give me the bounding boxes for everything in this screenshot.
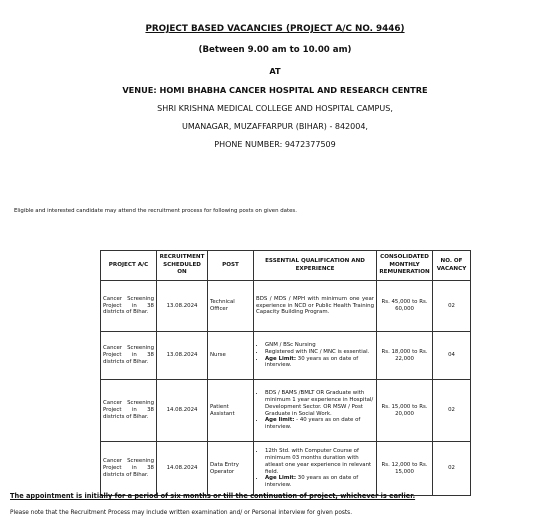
cell-vacancy: 02 [433, 380, 471, 442]
cell-remuneration: Rs. 15,000 to Rs. 20,000 [377, 380, 433, 442]
cell-remuneration: Rs. 12,000 to Rs. 15,000 [377, 442, 433, 496]
cell-date: 14.08.2024 [157, 380, 208, 442]
vacancy-table [100, 250, 471, 496]
cell-post: Patient Assistant [208, 380, 254, 442]
age-limit-label: Age Limit: [265, 475, 297, 482]
header-vacancy: NO. OF VACANCY [433, 251, 471, 281]
header-post: POST [208, 251, 254, 281]
age-limit-item [265, 475, 374, 489]
qualification-list [256, 448, 374, 489]
cell-vacancy: 02 [433, 442, 471, 496]
intro-text: Eligible and interested candidate may attend the recruitment process for following posts on given dates. [14, 208, 297, 214]
cell-qualification [254, 332, 377, 380]
age-limit-item [265, 417, 374, 431]
cell-qualification [254, 380, 377, 442]
cell-date: 13.08.2024 [157, 332, 208, 380]
cell-remuneration: Rs. 45,000 to Rs. 60,000 [377, 281, 433, 332]
cell-date: 14.08.2024 [157, 442, 208, 496]
cell-qualification [254, 442, 377, 496]
cell-remuneration: Rs. 18,000 to Rs. 22,000 [377, 332, 433, 380]
cell-date: 13.08.2024 [157, 281, 208, 332]
process-note: Please note that the Recruitment Process may include written examination and/ or Personal interview for given posts. [10, 510, 353, 516]
cell-qualification [254, 281, 377, 332]
age-limit-label: Age Limit: [265, 355, 297, 362]
header-remuneration: CONSOLIDATED MONTHLY REMUNERATION [377, 251, 433, 281]
header-project: PROJECT A/C [101, 251, 157, 281]
page-title: PROJECT BASED VACANCIES (PROJECT A/C NO. 9446) [145, 24, 405, 34]
address-line: UMANAGAR, MUZAFFARPUR (BIHAR) - 842004, [182, 122, 368, 131]
cell-project: Cancer Screening Project in 38 districts of Bihar. [101, 442, 157, 496]
qualification-text: BDS / MDS / MPH with minimum one year experience in NCD or Public Health Training Capacity Building Program. [256, 295, 374, 316]
cell-post: Technical Officer [208, 281, 254, 332]
qualification-item: • GNM / BSc Nursing [265, 342, 374, 349]
cell-project: Cancer Screening Project in 38 districts of Bihar. [101, 332, 157, 380]
age-limit-value: 30 years as on date of interview. [265, 355, 359, 369]
qualification-item: • Registered with INC / MNC is essential. [265, 349, 374, 356]
table-row [101, 281, 471, 332]
interview-time: (Between 9.00 am to 10.00 am) [198, 45, 352, 55]
qualification-list [256, 342, 374, 369]
qualification-list [256, 390, 374, 431]
at-label: AT [269, 66, 281, 76]
cell-post: Nurse [208, 332, 254, 380]
table-row [101, 332, 471, 380]
age-limit-value: - 40 years as on date of interview. [265, 417, 361, 430]
table-header-row [101, 251, 471, 281]
phone-line: PHONE NUMBER: 9472377509 [214, 140, 336, 149]
cell-vacancy: 02 [433, 281, 471, 332]
cell-project: Cancer Screening Project in 38 districts of Bihar. [101, 281, 157, 332]
qualification-item: • BDS / BAMS /BMLT OR Graduate with minimum 1 year experience in Hospital/ Development Sector. OR MSW / Post Graduate in Social Work. [265, 390, 374, 417]
table-row [101, 380, 471, 442]
header-date: RECRUITMENT SCHEDULED ON [157, 251, 208, 281]
age-limit-label: Age limit: [265, 417, 295, 424]
age-limit-value: 30 years as on date of interview. [265, 475, 359, 488]
cell-post: Data Entry Operator [208, 442, 254, 496]
cell-vacancy: 04 [433, 332, 471, 380]
appointment-note: The appointment is initially for a period of six months or till the continuation of project, whichever is earlier. [10, 492, 416, 500]
header-qualification: ESSENTIAL QUALIFICATION AND EXPERIENCE [254, 251, 377, 281]
table-row [101, 442, 471, 496]
campus-line: SHRI KRISHNA MEDICAL COLLEGE AND HOSPITAL CAMPUS, [157, 104, 393, 113]
venue-line: VENUE: HOMI BHABHA CANCER HOSPITAL AND RESEARCH CENTRE [122, 85, 428, 95]
cell-project: Cancer Screening Project in 38 districts of Bihar. [101, 380, 157, 442]
qualification-item: • 12th Std. with Computer Course of minimum 03 months duration with atleast one year experience in relevant field. [265, 448, 374, 475]
age-limit-item [265, 356, 374, 370]
